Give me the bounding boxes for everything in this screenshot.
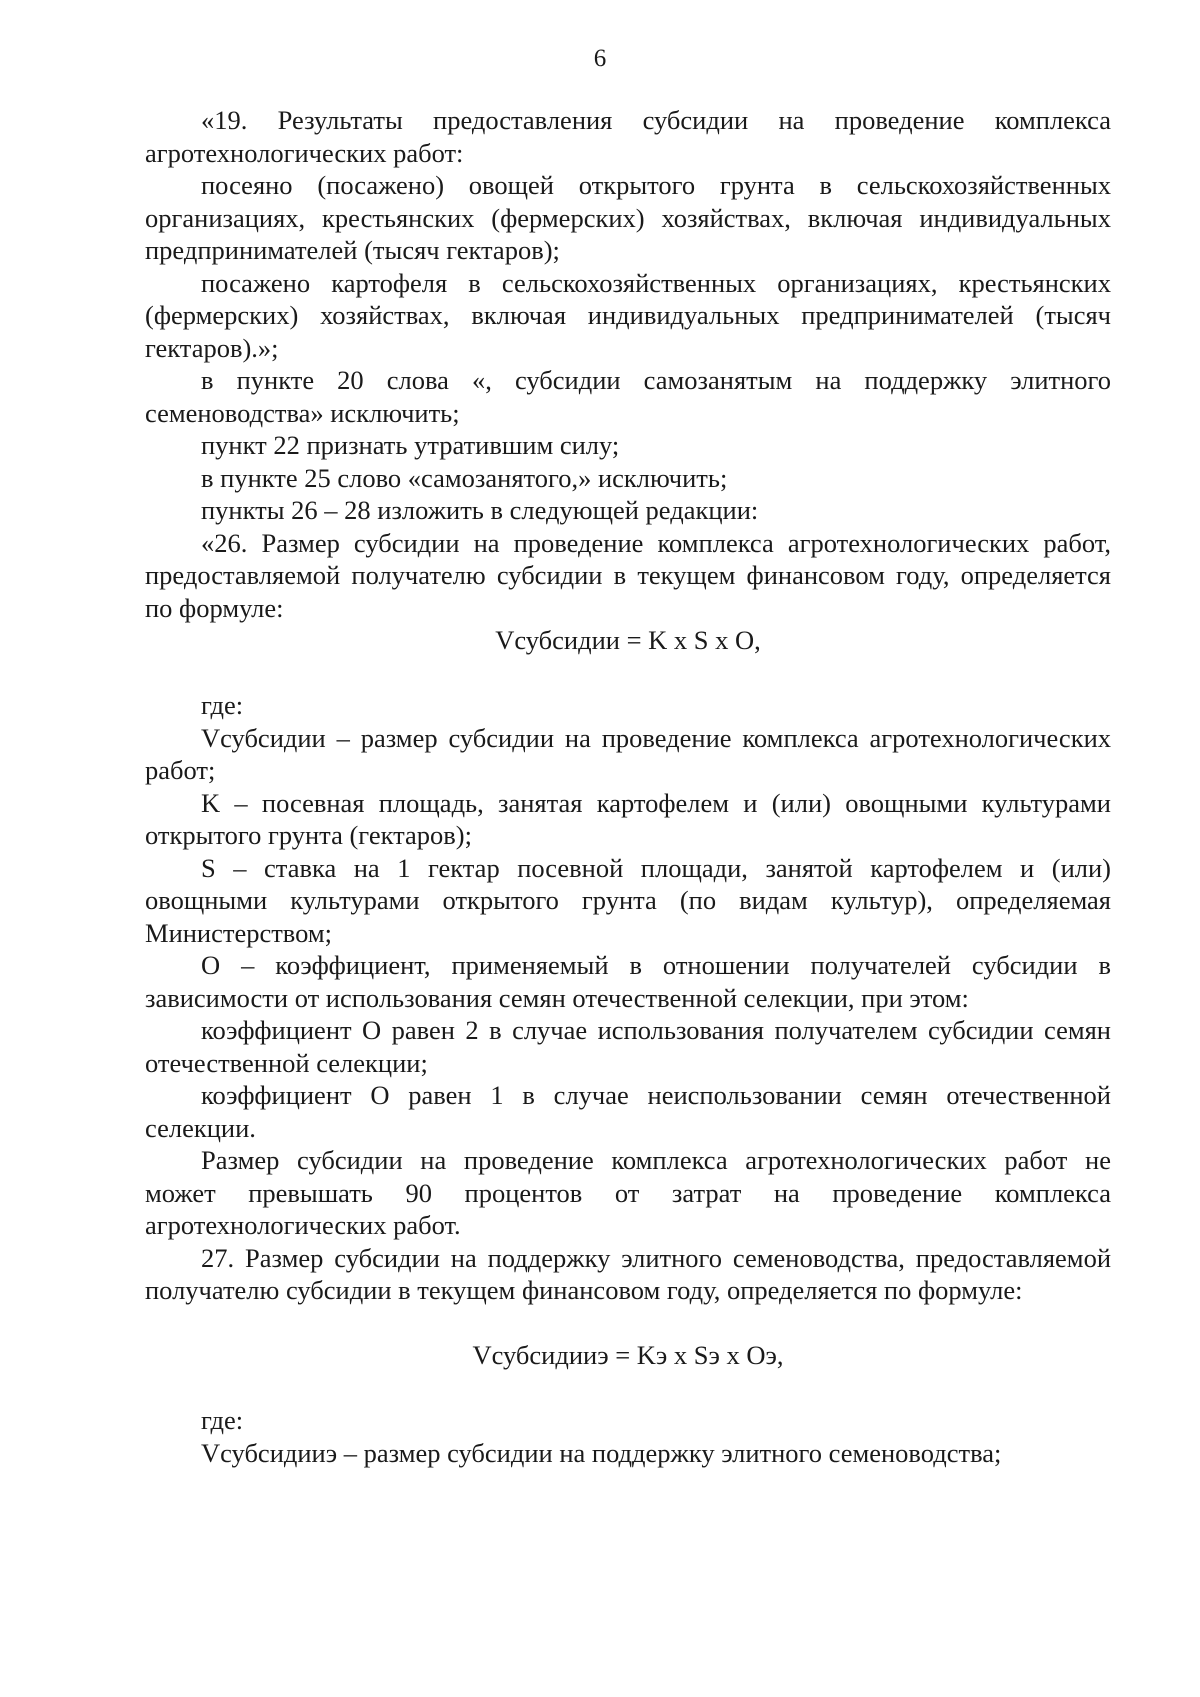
coefficient-o-1: коэффициент O равен 1 в случае неиспользовании семян отечественной селекции. xyxy=(145,1080,1111,1143)
definition-o: O – коэффициент, применяемый в отношении получателей субсидии в зависимости от использования семян отечественной селекции, при этом: xyxy=(145,950,1111,1013)
paragraph-item-26: «26. Размер субсидии на проведение комплекса агротехнологических работ, предоставляемой получателю субсидии в текущем финансовом году, определяется по формуле: xyxy=(145,527,1111,623)
paragraph-item-25-amendment: в пункте 25 слово «самозанятого,» исключить; xyxy=(201,462,728,493)
page-number: 6 xyxy=(593,45,607,72)
paragraph-item-22-repeal: пункт 22 признать утратившим силу; xyxy=(201,430,620,460)
formula-subsidy: Vсубсидии = K x S x O, xyxy=(495,625,761,655)
definition-s: S – ставка на 1 гектар посевной площади, занятой картофелем и (или) овощными культурами открытого грунта (по видам культур), определяемая Министерством; xyxy=(145,852,1111,948)
paragraph-item-19-header: «19. Результаты предоставления субсидии на проведение комплекса агротехнологических работ: xyxy=(145,105,1111,168)
definition-k: K – посевная площадь, занятая картофелем и (или) овощными культурами открытого грунта (гектаров); xyxy=(145,787,1111,850)
paragraph-items-26-28-intro: пункты 26 – 28 изложить в следующей редакции: xyxy=(201,495,759,525)
document-body xyxy=(145,104,1111,1469)
paragraph-item-27: 27. Размер субсидии на поддержку элитного семеноводства, предоставляемой получателю субсидии в текущем финансовом году, определяется по формуле: xyxy=(145,1242,1111,1305)
paragraph-item-20-amendment: в пункте 20 слова «, субсидии самозанятым на поддержку элитного семеноводства» исключить; xyxy=(145,365,1111,428)
coefficient-o-2: коэффициент O равен 2 в случае использования получателем субсидии семян отечественной селекции; xyxy=(145,1015,1111,1078)
paragraph-vegetables-result: посеяно (посажено) овощей открытого грунта в сельскохозяйственных организациях, крестьянских (фермерских) хозяйствах, включая индивидуальных предпринимателей (тысяч гектаров); xyxy=(145,170,1111,265)
paragraph-where-1: где: xyxy=(201,690,244,720)
definition-v-subsidy-elite: Vсубсидииэ – размер субсидии на поддержку элитного семеноводства; xyxy=(201,1437,1002,1468)
definition-v-subsidy: Vсубсидии – размер субсидии на проведение комплекса агротехнологических работ; xyxy=(145,722,1111,785)
paragraph-where-2: где: xyxy=(201,1405,244,1435)
paragraph-subsidy-limit: Размер субсидии на проведение комплекса агротехнологических работ не может превышать 90 процентов от затрат на проведение комплекса агротехнологических работ. xyxy=(145,1145,1111,1240)
formula-elite-subsidy: Vсубсидииэ = Kэ x Sэ x Oэ, xyxy=(472,1340,784,1370)
paragraph-potato-result: посажено картофеля в сельскохозяйственных организациях, крестьянских (фермерских) хозяйствах, включая индивидуальных предпринимателей (тысяч гектаров).»; xyxy=(145,267,1111,363)
